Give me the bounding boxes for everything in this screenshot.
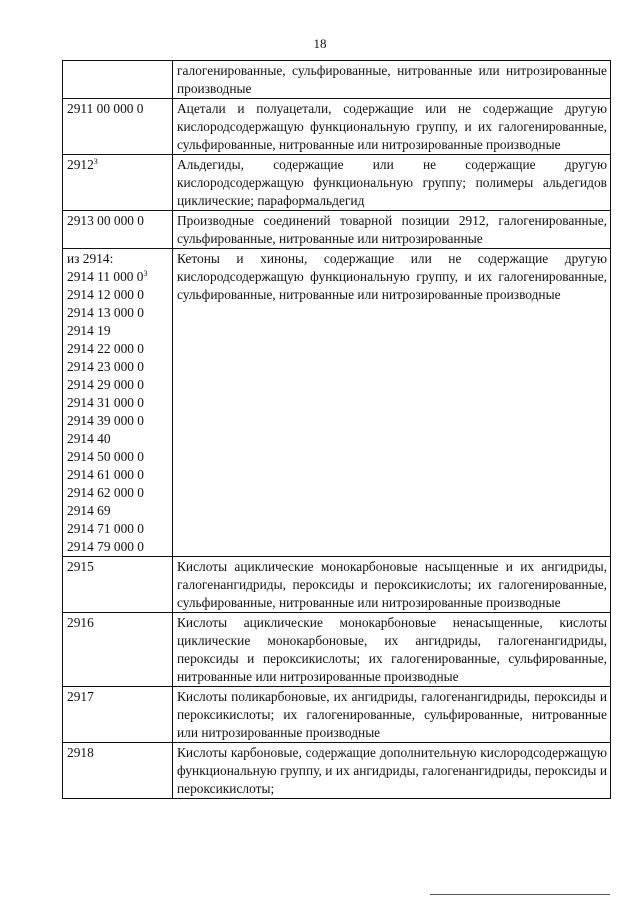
code-line	[67, 614, 169, 632]
code-text: 2912	[67, 157, 94, 172]
table-row	[63, 557, 611, 613]
code-line	[67, 286, 169, 304]
code-line	[67, 484, 169, 502]
code-cell	[63, 687, 173, 743]
code-text: 2911 00 000 0	[67, 101, 144, 116]
code-line	[67, 212, 169, 230]
code-line	[67, 430, 169, 448]
code-text: 2914 39 000 0	[67, 413, 144, 428]
code-line	[67, 744, 169, 762]
code-cell	[63, 211, 173, 249]
description-cell: Производные соединений товарной позиции 2912, галогенированные, сульфированные, нитрованные или нитрозированные	[173, 211, 611, 249]
footnote-marker: 3	[93, 157, 98, 166]
code-text: 2917	[67, 689, 94, 704]
tariff-code-table	[62, 60, 611, 799]
code-text: 2913 00 000 0	[67, 213, 144, 228]
page-number: 18	[313, 36, 327, 51]
description-cell: галогенированные, сульфированные, нитрованные или нитрозированные производные	[173, 61, 611, 99]
table-row	[63, 249, 611, 557]
code-line	[67, 466, 169, 484]
code-line	[67, 538, 169, 556]
code-line	[67, 412, 169, 430]
code-line	[67, 268, 169, 286]
description-cell: Кислоты ациклические монокарбоновые насыщенные и их ангидриды, галогенангидриды, пероксиды и пероксикислоты; их галогенированные, сульфированные, нитрованные или нитрозированные производные	[173, 557, 611, 613]
code-line	[67, 502, 169, 520]
code-line	[67, 250, 169, 268]
code-text: 2914 79 000 0	[67, 539, 144, 554]
code-text: 2914 29 000 0	[67, 377, 144, 392]
table-row	[63, 211, 611, 249]
description-cell: Кислоты ациклические монокарбоновые ненасыщенные, кислоты циклические монокарбоновые, их ангидриды, галогенангидриды, пероксиды и пероксикислоты; их галогенированные, сульфированные, нитрованные или нитрозированные производные	[173, 613, 611, 687]
code-line	[67, 358, 169, 376]
table-row	[63, 687, 611, 743]
code-cell	[63, 249, 173, 557]
bottom-rule	[430, 894, 610, 895]
code-text: 2914 19	[67, 323, 111, 338]
code-text: 2916	[67, 615, 94, 630]
code-text: 2914 11 000 0	[67, 269, 144, 284]
table-row	[63, 743, 611, 799]
table-row	[63, 613, 611, 687]
code-text: 2915	[67, 559, 94, 574]
code-text: 2914 69	[67, 503, 111, 518]
code-cell	[63, 155, 173, 211]
code-text: 2914 22 000 0	[67, 341, 144, 356]
code-text: 2914 50 000 0	[67, 449, 144, 464]
code-line	[67, 156, 169, 174]
code-line	[67, 304, 169, 322]
code-text: 2918	[67, 745, 94, 760]
description-cell: Кислоты поликарбоновые, их ангидриды, галогенангидриды, пероксиды и пероксикислоты; их галогенированные, сульфированные, нитрованные или нитрозированные производные	[173, 687, 611, 743]
code-cell	[63, 99, 173, 155]
table-body	[63, 61, 611, 799]
table-row	[63, 155, 611, 211]
code-text: из 2914:	[67, 251, 114, 266]
code-line	[67, 340, 169, 358]
table-row	[63, 61, 611, 99]
code-line	[67, 100, 169, 118]
footnote-marker: 3	[143, 269, 148, 278]
code-cell	[63, 613, 173, 687]
code-line	[67, 688, 169, 706]
code-line	[67, 376, 169, 394]
code-text: 2914 31 000 0	[67, 395, 144, 410]
code-text: 2914 23 000 0	[67, 359, 144, 374]
table-row	[63, 99, 611, 155]
code-text: 2914 12 000 0	[67, 287, 144, 302]
description-cell: Ацетали и полуацетали, содержащие или не содержащие другую кислородсодержащую функциональную группу, и их галогенированные, сульфированные, нитрованные или нитрозированные производные	[173, 99, 611, 155]
description-cell: Кетоны и хиноны, содержащие или не содержащие другую кислородсодержащую функциональную группу, и их галогенированные, сульфированные, нитрованные или нитрозированные производные	[173, 249, 611, 557]
description-cell: Кислоты карбоновые, содержащие дополнительную кислородсодержащую функциональную группу, и их ангидриды, галогенангидриды, пероксиды и пероксикислоты;	[173, 743, 611, 799]
code-line	[67, 322, 169, 340]
code-line	[67, 394, 169, 412]
code-text: 2914 71 000 0	[67, 521, 144, 536]
code-cell	[63, 557, 173, 613]
code-text: 2914 40	[67, 431, 111, 446]
description-cell: Альдегиды, содержащие или не содержащие другую кислородсодержащую функциональную группу; полимеры альдегидов циклические; параформальдегид	[173, 155, 611, 211]
code-line	[67, 558, 169, 576]
code-text: 2914 62 000 0	[67, 485, 144, 500]
code-text: 2914 61 000 0	[67, 467, 144, 482]
code-cell	[63, 743, 173, 799]
code-line	[67, 448, 169, 466]
code-cell	[63, 61, 173, 99]
code-line	[67, 520, 169, 538]
code-text: 2914 13 000 0	[67, 305, 144, 320]
